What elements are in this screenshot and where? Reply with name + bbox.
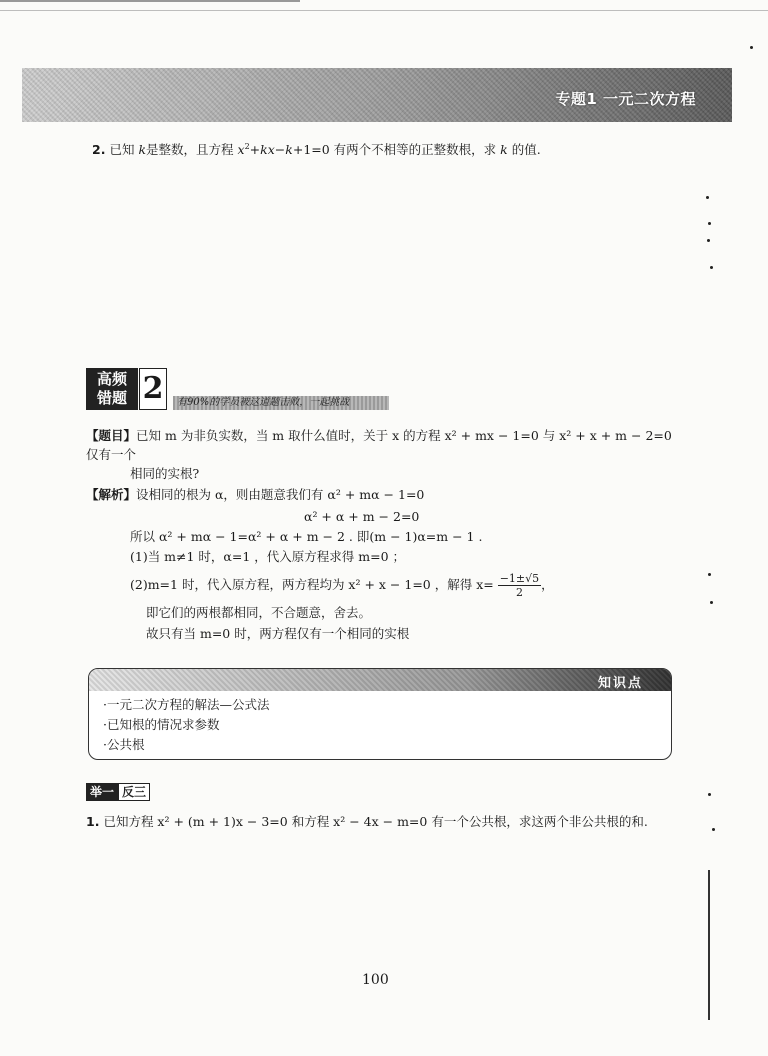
high-frequency-badge (86, 368, 168, 410)
analysis-line-2: α² + α + m − 2=0 (304, 509, 420, 524)
operator: + (249, 142, 261, 158)
var-k: k (285, 142, 293, 158)
knowledge-point-item: ·一元二次方程的解法—公式法 (103, 697, 270, 712)
fraction-denominator: 2 (515, 586, 523, 599)
var-x: x (237, 142, 245, 158)
scan-speck (708, 573, 711, 576)
knowledge-point-item: ·已知根的情况求参数 (103, 717, 220, 732)
page-number: 100 (362, 972, 389, 988)
practice-tag (86, 783, 150, 801)
question (86, 427, 686, 483)
knowledge-points-title: 知识点 (597, 676, 643, 691)
operator: − (274, 142, 286, 158)
top-rule (0, 10, 768, 11)
question-line-2: 相同的实根? (130, 465, 200, 481)
fraction-numerator: −1±√5 (499, 572, 540, 585)
challenge-slogan: 有90%的学员被这道题击败，一起挑战 (173, 396, 389, 410)
high-frequency-label (86, 368, 138, 410)
practice-tag-dark: 举一 (86, 783, 118, 801)
analysis-line-5-text: (2)m=1 时，代入原方程，两方程均为 x² + x − 1=0 ，解得 x= (130, 577, 494, 592)
var-k: k (500, 142, 508, 158)
scan-speck (710, 601, 713, 604)
practice-text: 已知方程 x² + (m + 1)x − 3=0 和方程 x² − 4x − m=0 有一个公共根，求这两个非公共根的和. (103, 814, 648, 829)
label-line-1: 高频 (96, 370, 127, 388)
scan-edge-line (708, 870, 710, 1020)
var-k: k (138, 142, 147, 158)
problem-number: 2. (92, 142, 106, 158)
scan-edge (0, 0, 300, 2)
knowledge-points-list (103, 695, 269, 755)
analysis-line-3: 所以 α² + mα − 1=α² + α + m − 2 . 即(m − 1)α=m − 1 . (130, 529, 483, 544)
analysis-line-1: 设相同的根为 α，则由题意我们有 α² + mα − 1=0 (136, 487, 425, 502)
practice-problem-1 (86, 813, 648, 832)
analysis-line-4: (1)当 m≠1 时，α=1 ，代入原方程求得 m=0 ； (130, 549, 406, 564)
scan-speck (707, 239, 710, 242)
problem-text: 已知 (109, 142, 135, 158)
high-frequency-number: 2 (139, 368, 167, 410)
knowledge-point-item: ·公共根 (103, 737, 145, 752)
scan-speck (750, 46, 753, 49)
scan-speck (708, 222, 711, 225)
practice-tag-light: 反三 (118, 783, 150, 801)
problem-text: 是整数，且方程 (146, 142, 234, 158)
chapter-banner (22, 68, 732, 122)
scan-speck (706, 196, 709, 199)
exponent: 2 (244, 142, 250, 151)
analysis-line-7: 故只有当 m=0 时，两方程仅有一个相同的实根 (146, 626, 410, 641)
term-kx: kx (260, 142, 275, 158)
question-label: 【题目】 (86, 428, 137, 443)
scan-speck (710, 266, 713, 269)
analysis-line-5 (130, 572, 554, 599)
analysis-label: 【解析】 (86, 487, 137, 502)
analysis-line-1-row (86, 486, 424, 505)
solution-fraction (498, 572, 541, 599)
punctuation: ， (541, 577, 554, 592)
scan-speck (708, 793, 711, 796)
label-line-2: 错题 (96, 389, 127, 407)
analysis-line-6: 即它们的两根都相同，不合题意，舍去。 (146, 605, 372, 620)
question-line-1: 已知 m 为非负实数，当 m 取什么值时，关于 x 的方程 x² + mx − 1=0 与 x² + x + m − 2=0 仅有一个 (86, 428, 672, 462)
problem-text: 的值. (511, 142, 541, 158)
problem-text: +1=0 有两个不相等的正整数根，求 (292, 142, 497, 158)
knowledge-points-header (89, 669, 671, 691)
problem-2 (92, 141, 541, 160)
scan-speck (712, 828, 715, 831)
knowledge-points-box (88, 668, 672, 760)
chapter-title: 专题1 一元二次方程 (555, 90, 696, 108)
problem-number: 1. (86, 814, 100, 829)
